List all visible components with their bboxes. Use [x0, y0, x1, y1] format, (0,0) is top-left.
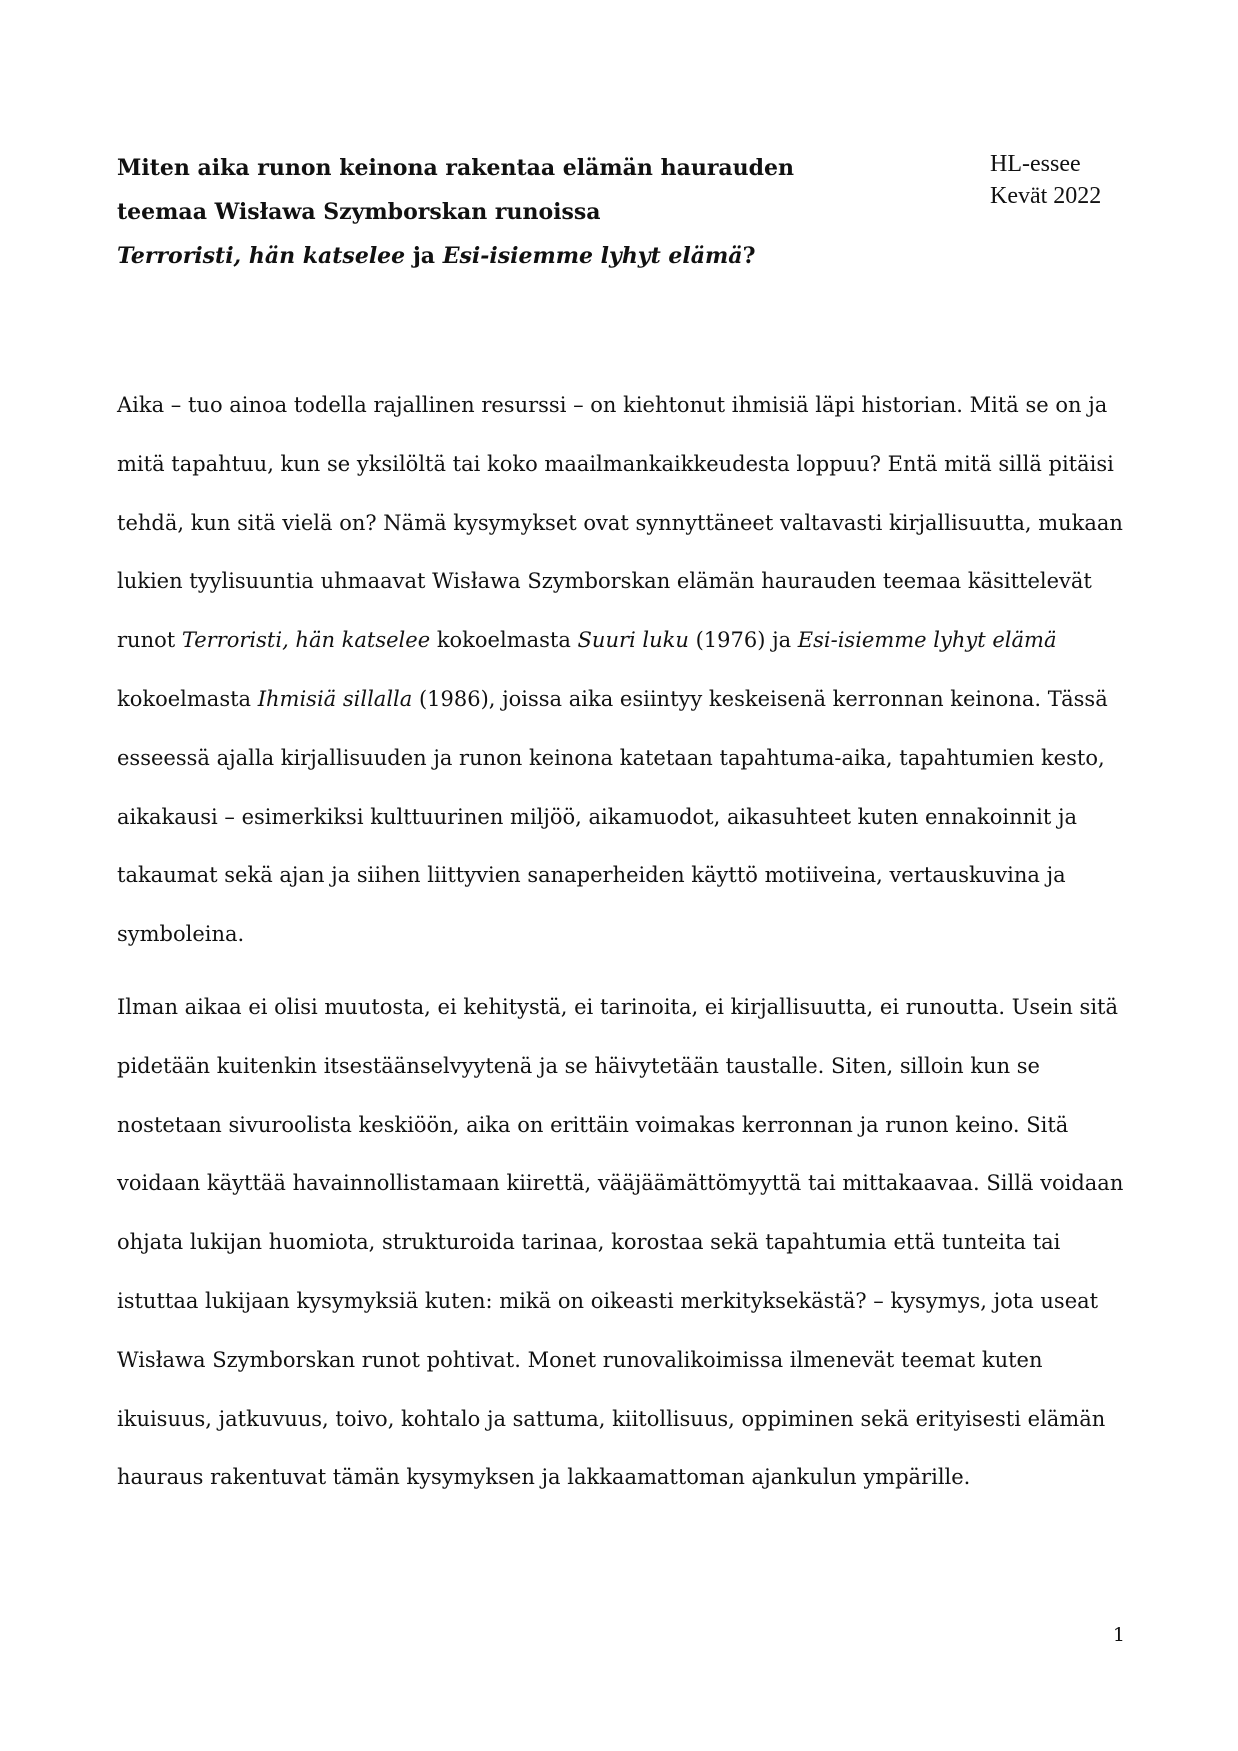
text-segment: runot — [117, 628, 182, 653]
poem-title: Terroristi, hän katselee — [181, 628, 431, 653]
essay-title — [117, 146, 917, 278]
text-line: Aika – tuo ainoa todella rajallinen resurssi – on kiehtonut ihmisiä läpi historian. Mitä se on ja — [117, 393, 1108, 417]
text-line: esseessä ajalla kirjallisuuden ja runon keinona katetaan tapahtuma-aika, tapahtumien kesto, — [117, 745, 1105, 770]
text-line: voidaan käyttää havainnollistamaan kiirettä, vääjäämättömyyttä tai mittakaavaa. Sillä voidaan — [117, 1171, 1124, 1196]
text-line: Ilman aikaa ei olisi muutosta, ei kehitystä, ei tarinoita, ei kirjallisuutta, ei runoutta. Usein sitä — [117, 994, 1118, 1019]
text-line: nostetaan sivuroolista keskiöön, aika on erittäin voimakas kerronnan ja runon keino. Sitä — [117, 1112, 1069, 1137]
title-line-1: Miten aika runon keinona rakentaa elämän haurauden — [117, 155, 795, 181]
text-line: ohjata lukijan huomiota, strukturoida tarinaa, korostaa sekä tapahtumia että tunteita tai — [117, 1230, 1061, 1255]
text-line: istuttaa lukijaan kysymyksiä kuten: mikä on oikeasti merkityksekästä? – kysymys, jota useat — [117, 1288, 1099, 1313]
text-segment: kokoelmasta — [117, 686, 258, 711]
title-line-2: teemaa Wisława Szymborskan runoissa — [117, 199, 601, 225]
text-line: tehdä, kun sitä vielä on? Nämä kysymykset ovat synnyttäneet valtavasti kirjallisuutta, mukaan — [117, 510, 1123, 535]
paragraph-2 — [117, 978, 1127, 1507]
text-line: mitä tapahtuu, kun se yksilöltä tai koko maailmankaikkeudesta loppuu? Entä mitä sillä pitäisi — [117, 451, 1114, 476]
poem-title: Esi-isiemme lyhyt elämä — [797, 628, 1057, 653]
essay-type: HL-essee — [990, 151, 1081, 177]
text-line: ikuisuus, jatkuvuus, toivo, kohtalo ja sattuma, kiitollisuus, oppiminen sekä erityisesti elämän — [117, 1406, 1106, 1431]
title-poem-2: Esi-isiemme lyhyt elämä — [442, 243, 743, 269]
title-poem-1: Terroristi, hän katselee — [117, 243, 406, 269]
text-line: aikakausi – esimerkiksi kulttuurinen miljöö, aikamuodot, aikasuhteet kuten ennakoinnit ja — [117, 804, 1077, 829]
title-question-mark: ? — [742, 243, 756, 269]
text-line: takaumat sekä ajan ja siihen liittyvien sanaperheiden käyttö motiiveina, vertauskuvina ja — [117, 863, 1066, 888]
collection-title: Ihmisiä sillalla — [257, 686, 413, 711]
collection-title: Suuri luku — [577, 628, 689, 653]
text-line: Wisława Szymborskan runot pohtivat. Monet runovalikoimissa ilmenevät teemat kuten — [117, 1347, 1043, 1372]
essay-meta — [990, 148, 1101, 212]
text-line: pidetään kuitenkin itsestäänselvyytenä ja se häivytetään taustalle. Siten, silloin kun se — [117, 1053, 1040, 1078]
paragraph-1 — [117, 376, 1127, 964]
title-line-3 — [117, 234, 917, 278]
text-line — [117, 670, 1127, 729]
text-line: symboleina. — [117, 922, 245, 947]
page-number: 1 — [1112, 1624, 1125, 1646]
text-line: hauraus rakentuvat tämän kysymyksen ja lakkaamattoman ajankulun ympärille. — [117, 1465, 971, 1490]
text-segment: (1976) ja — [688, 628, 798, 653]
text-line — [117, 611, 1127, 670]
essay-term: Kevät 2022 — [990, 183, 1102, 209]
text-segment: (1986), joissa aika esiintyy keskeisenä kerronnan keinona. Tässä — [412, 686, 1108, 711]
essay-body — [117, 376, 1127, 1507]
text-segment: kokoelmasta — [430, 628, 578, 653]
text-line: lukien tyylisuuntia uhmaavat Wisława Szymborskan elämän haurauden teemaa käsittelevät — [117, 569, 1092, 594]
title-conjunction: ja — [405, 243, 443, 269]
